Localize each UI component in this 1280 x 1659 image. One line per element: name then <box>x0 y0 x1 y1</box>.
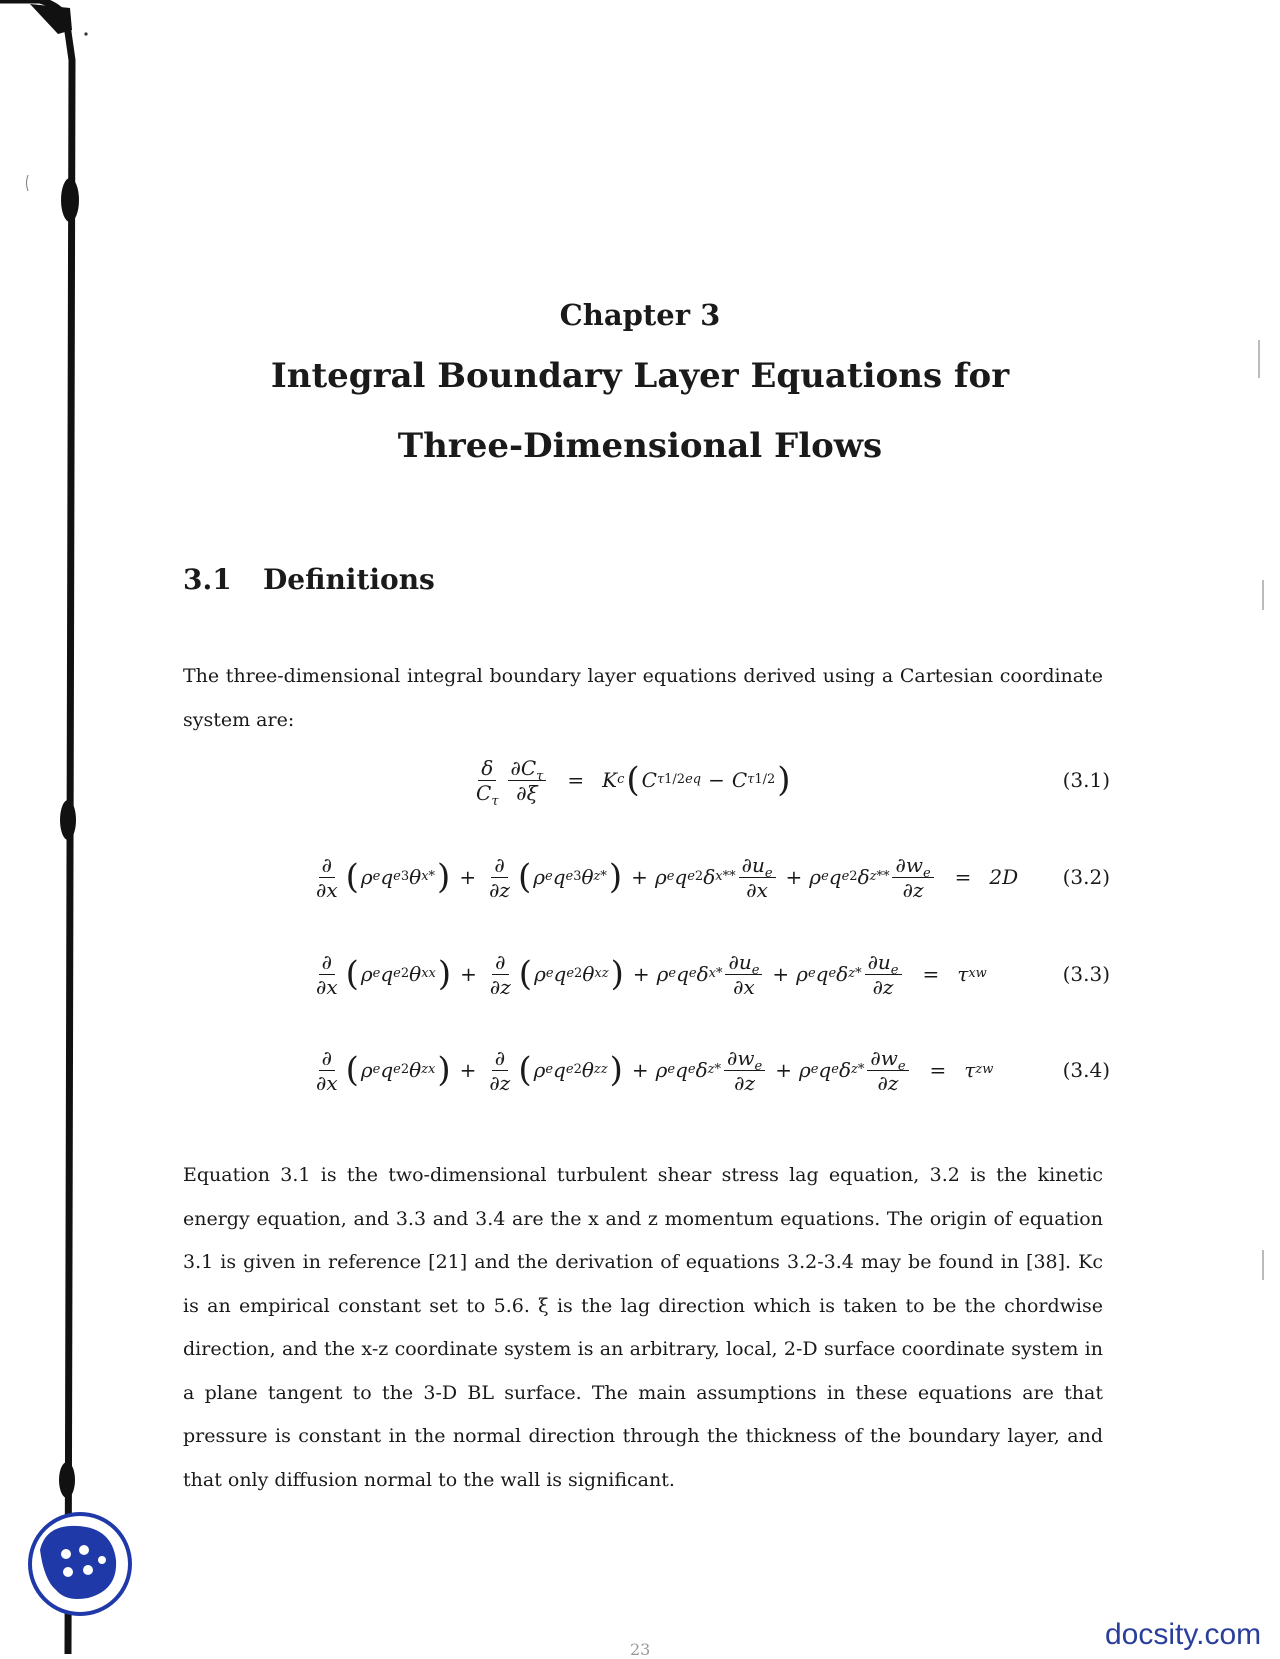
section-heading <box>183 563 435 596</box>
margin-speck <box>1262 580 1264 610</box>
margin-speck <box>1262 1250 1264 1280</box>
intro-paragraph: The three-dimensional integral boundary layer equations derived using a Cartesian coordinate system are: <box>183 665 1103 731</box>
page-number: 23 <box>630 1640 651 1659</box>
equation-rhs: 2D <box>989 865 1019 889</box>
equation-3-1 <box>0 745 1280 815</box>
chapter-label: Chapter 3 <box>559 298 721 332</box>
equation-number: (3.1) <box>1062 768 1110 792</box>
equation-3-2 <box>0 842 1280 912</box>
equation-body: $\frac{\delta}{C_\tau}$ $\frac{\partial C_\tau}{\partial\xi}$ = K c ( C τ 1/2 eq − C τ 1/2 ) <box>476 755 791 809</box>
docsity-logo-icon[interactable] <box>26 1510 134 1618</box>
body-paragraph: Equation 3.1 is the two-dimensional turbulent shear stress lag equation, 3.2 is the kinetic energy equation, and 3.3 and 3.4 are the x and z momentum equations. The origin of equation 3.1 is given in reference [21] and the derivation of equations 3.2-3.4 may be found in [38]. Kc is an empirical constant set to 5.6. ξ is the lag direction which is taken to be the chordwise direction, and the x-z coordinate system is an arbitrary, local, 2-D surface coordinate system in a plane tangent to the 3-D BL surface. The main assumptions in these equations are that pressure is constant in the normal direction through the thickness of the boundary layer, and that only diffusion normal to the wall is significant. <box>183 1164 1103 1491</box>
section-number: 3.1 <box>183 563 232 596</box>
binding-strip <box>0 0 110 1654</box>
section-title: Definitions <box>263 563 435 596</box>
equation-number: (3.2) <box>1062 865 1110 889</box>
chapter-title-line-2: Three-Dimensional Flows <box>397 426 883 466</box>
equation-body: $\frac{\partial}{\partial x}$ ( ρ e q e 2 θ zx ) + $\frac{\partial}{\partial z}$ ( ρ e q e 2 θ zz ) + ρ e q e δ z * $\frac{\partial w_e}{\partial z}$ + ρ e q e δ z * $\frac{\partial w_e}{\partial z}$ = τ zw <box>316 1045 994 1095</box>
docsity-watermark[interactable]: docsity.com <box>1105 1618 1262 1651</box>
equation-3-3 <box>0 939 1280 1009</box>
equation-3-4 <box>0 1035 1280 1105</box>
equation-body: $\frac{\partial}{\partial x}$ ( ρ e q e 3 θ x * ) + $\frac{\partial}{\partial z}$ ( ρ e q e 3 θ z * ) + ρ e q e 2 δ x ** $\frac{\partial u_e}{\partial x}$ + ρ e q e 2 δ z ** $\frac{\partial w_e}{\partial z}$ = 2D <box>316 852 1019 902</box>
equation-body: $\frac{\partial}{\partial x}$ ( ρ e q e 2 θ xx ) + $\frac{\partial}{\partial z}$ ( ρ e q e 2 θ xz ) + ρ e q e δ x * $\frac{\partial u_e}{\partial x}$ + ρ e q e δ z * $\frac{\partial u_e}{\partial z}$ = τ xw <box>316 949 987 999</box>
equation-number: (3.3) <box>1062 962 1110 986</box>
chapter-title-line-1: Integral Boundary Layer Equations for <box>270 356 1010 396</box>
equation-number: (3.4) <box>1062 1058 1110 1082</box>
